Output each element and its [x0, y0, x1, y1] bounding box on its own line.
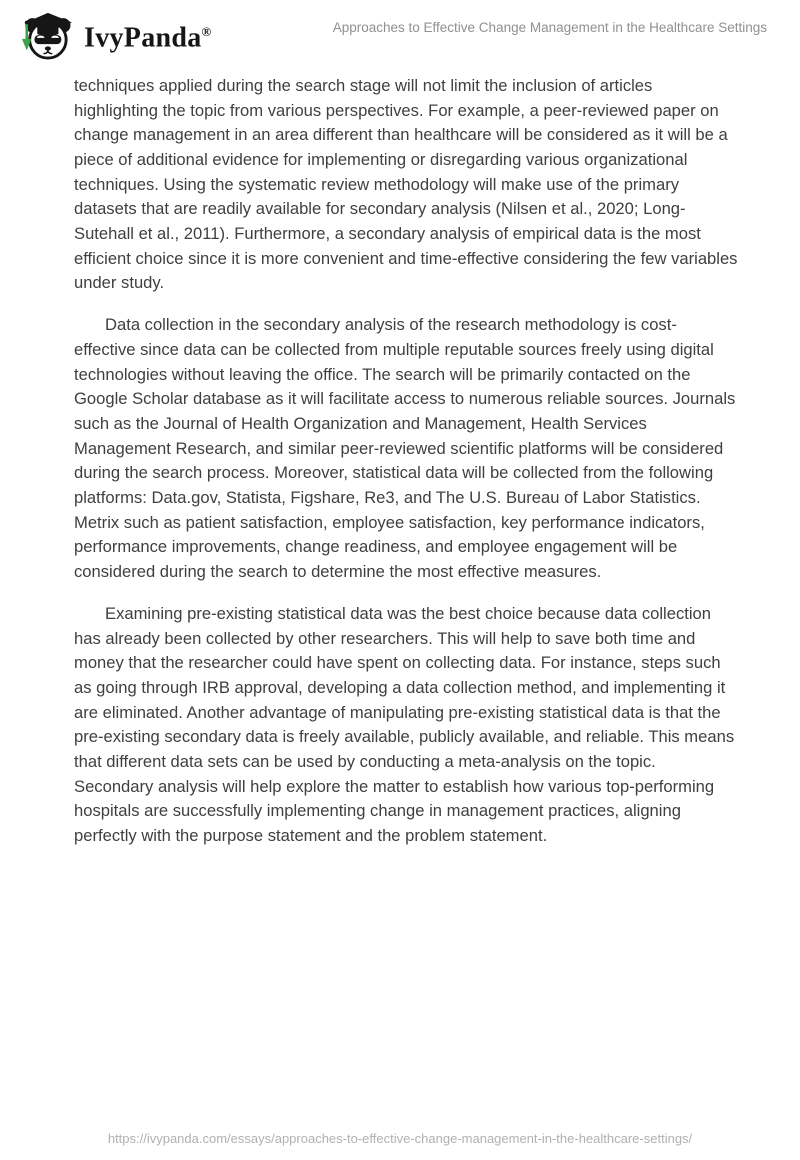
paragraph: techniques applied during the search stage will not limit the inclusion of articles highlighting the topic from various perspectives. For example, a peer-reviewed paper on change management in an area different than healthcare will be considered as it will be a piece of additional evidence for implementing or disregarding various organizational techniques. Using the systematic review methodology will make use of the primary datasets that are readily available for secondary analysis (Nilsen et al., 2020; Long-Sutehall et al., 2011). Furthermore, a secondary analysis of empirical data is the most efficient choice since it is more convenient and time-effective considering the few variables under study.: [74, 76, 738, 293]
page-header: [0, 0, 800, 63]
paragraph: Data collection in the secondary analysis of the research methodology is cost-effective since data can be collected from multiple reputable sources freely using digital technologies without leaving the office. The search will be primarily contacted on the Google Scholar database as it will facilitate access to numerous reliable sources. Journals such as the Journal of Health Organization and Management, Health Services Management Research, and similar peer-reviewed scientific platforms will be considered during the search process. Moreover, statistical data will be collected from the following platforms: Data.gov, Statista, Figshare, Re3, and The U.S. Bureau of Labor Statistics. Metrix such as patient satisfaction, employee satisfaction, key performance indicators, performance improvements, change readiness, and employee engagement will be considered during the search to determine the most effective measures.: [74, 315, 736, 581]
essay-body: [74, 74, 738, 866]
running-head-title: Approaches to Effective Change Management in the Healthcare Settings: [332, 20, 767, 35]
page-footer: [0, 1130, 800, 1148]
registered-trademark: ®: [201, 24, 212, 39]
ivypanda-brand: [13, 7, 212, 63]
panda-graduation-cap-icon: [13, 10, 77, 60]
footer-url-link[interactable]: https://ivypanda.com/essays/approaches-to-effective-change-management-in-the-healthcare-settings/: [107, 1131, 693, 1146]
paragraph: Examining pre-existing statistical data was the best choice because data collection has already been collected by other researchers. This will help to save both time and money that the researcher could have spent on collecting data. For instance, steps such as going through IRB approval, developing a data collection method, and implementing it are eliminated. Another advantage of manipulating pre-existing statistical data is that the pre-existing secondary data is freely available, publicly available, and reliable. This means that different data sets can be used by conducting a meta-analysis on the topic. Secondary analysis will help explore the matter to establish how various top-performing hospitals are successfully implementing change in management practices, aligning perfectly with the purpose statement and the problem statement.: [74, 604, 735, 846]
brand-name: IvyPanda®: [84, 22, 212, 54]
